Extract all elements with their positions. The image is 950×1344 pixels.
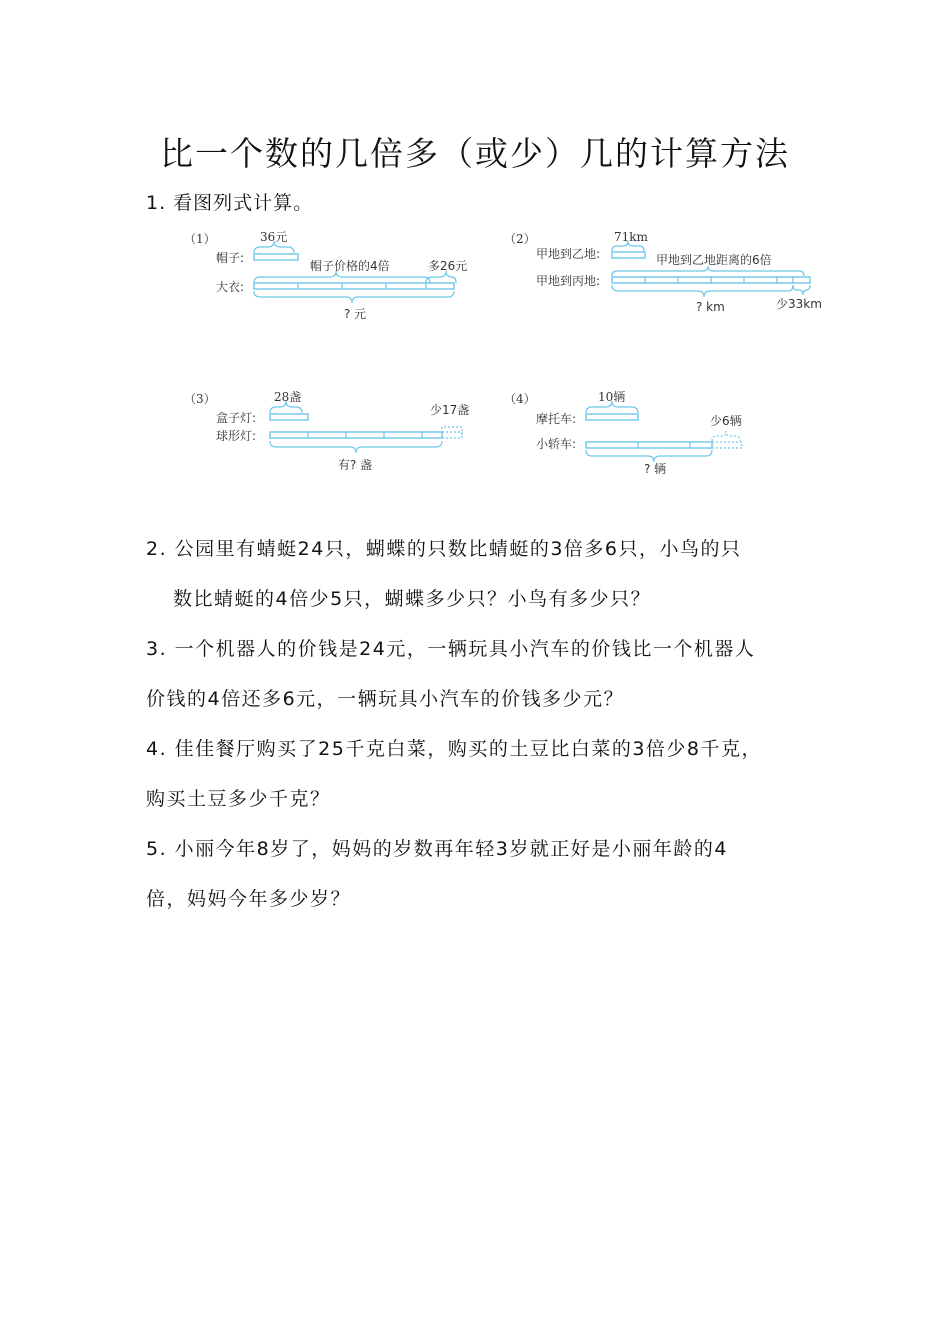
diagram-4-row1-label: 摩托车: (536, 412, 577, 426)
question-3-line-1: 3. 一个机器人的价钱是24元，一辆玩具小汽车的价钱比一个机器人 (146, 638, 756, 660)
question-4-line-2: 购买土豆多少千克？ (146, 788, 331, 810)
diagram-2-row1-value: 71km (614, 230, 648, 244)
diagram-2-less-brace (793, 285, 810, 295)
diagram-4-less-text: 少6辆 (710, 414, 742, 428)
diagram-3-number: （3） (184, 392, 216, 406)
question-5-line-1: 5. 小丽今年8岁了，妈妈的岁数再年轻3岁就正好是小丽年龄的4 (146, 838, 728, 860)
diagram-2-times-text: 甲地到乙地距离的6倍 (656, 253, 772, 267)
diagram-1-row1-label: 帽子: (216, 251, 245, 265)
diagram-3-row1-label: 盒子灯: (216, 411, 257, 425)
diagram-2 (500, 225, 830, 325)
diagram-2-less-text: 少33km (776, 297, 822, 311)
question-2-line-1: 2. 公园里有蜻蜓24只，蝴蝶的只数比蜻蜓的3倍多6只，小鸟的只 (146, 538, 742, 560)
diagram-4-bottom-brace (586, 450, 712, 462)
question-3-line-2: 价钱的4倍还多6元，一辆玩具小汽车的价钱多少元？ (146, 688, 625, 710)
diagram-1-number: （1） (184, 232, 216, 246)
diagram-1 (180, 225, 480, 325)
diagram-4-top-brace (586, 401, 638, 413)
diagram-1-times-text: 帽子价格的4倍 (310, 259, 390, 273)
diagram-1-bottom-text: ? 元 (344, 307, 367, 321)
diagram-4 (500, 385, 800, 485)
page-title: 比一个数的几倍多（或少）几的计算方法 (160, 134, 790, 173)
diagram-3-bottom-text: 有? 盏 (338, 458, 373, 472)
diagram-2-row2-label: 甲地到丙地: (536, 274, 601, 288)
question-1-label: 1. 看图列式计算。 (146, 192, 314, 214)
diagram-3-row1-value: 28盏 (274, 390, 302, 404)
diagram-2-row1-bar (612, 252, 645, 258)
diagram-3-bottom-brace (270, 441, 442, 453)
diagram-3-row2-label: 球形灯: (216, 429, 257, 443)
diagram-2-row1-label: 甲地到乙地: (536, 247, 601, 261)
diagram-3-less-text: 少17盏 (430, 403, 470, 417)
diagram-4-number: （4） (504, 392, 536, 406)
diagram-3-row2-bar (270, 432, 442, 438)
diagram-1-extra-text: 多26元 (428, 259, 468, 273)
diagram-3-row2-dash (442, 432, 462, 438)
diagram-2-bottom-brace (612, 285, 793, 297)
diagram-1-bottom-brace (254, 291, 454, 303)
question-5-line-2: 倍，妈妈今年多少岁？ (146, 888, 352, 910)
diagram-4-row2-dash (712, 442, 742, 448)
diagram-3 (180, 385, 480, 485)
diagram-4-row2-bar (586, 442, 712, 448)
diagram-4-row1-value: 10辆 (598, 390, 626, 404)
question-2-line-2: 数比蜻蜓的4倍少5只，蝴蝶多少只？小鸟有多少只？ (173, 588, 652, 610)
question-4-line-1: 4. 佳佳餐厅购买了25千克白菜，购买的土豆比白菜的3倍少8千克， (146, 738, 763, 760)
diagram-1-row2-label: 大衣: (216, 280, 245, 294)
diagram-2-bottom-text: ? km (696, 300, 725, 314)
diagram-2-times-brace (612, 266, 804, 276)
diagram-4-row2-label: 小轿车: (536, 437, 577, 451)
diagram-4-bottom-text: ? 辆 (644, 462, 667, 476)
diagram-4-less-brace (712, 431, 740, 441)
diagram-1-row1-bar (254, 254, 298, 260)
diagram-4-row1-bar (586, 414, 638, 420)
diagram-2-number: （2） (504, 232, 536, 246)
diagram-3-row1-bar (270, 414, 308, 420)
diagram-1-row2-bar (254, 283, 454, 289)
diagram-1-row1-value: 36元 (260, 230, 288, 244)
